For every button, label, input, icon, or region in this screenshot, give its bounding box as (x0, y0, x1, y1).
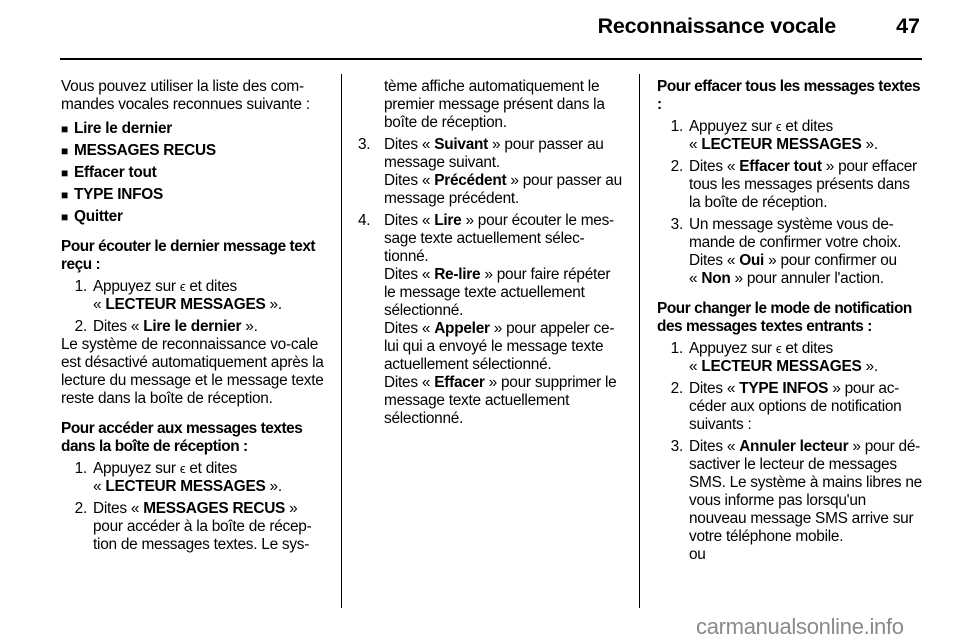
column-3 (657, 78, 923, 564)
watermark: carmanualsonline.info (696, 614, 904, 639)
bullet-square-icon: ■ (61, 144, 68, 158)
step-item: 3. Un message système vous de-mande de confirmer votre choix. Dites « Oui » pour confirmer ou « Non » pour annuler l'action. (670, 216, 902, 287)
note-paragraph: Le système de reconnaissance vo-cale est désactivé automatiquement après la lecture du message et le message texte reste dans la boîte de réception. (61, 336, 324, 407)
step-item: 1. Appuyez sur ϵ et dites « LECTEUR MESSAGES ». (670, 340, 878, 375)
list-item: ■ Effacer tout (61, 164, 157, 181)
section-heading: Pour écouter le dernier message text reçu : (61, 238, 316, 273)
step-item: 1. Appuyez sur ϵ et dites « LECTEUR MESSAGES ». (74, 460, 282, 495)
voice-icon: ϵ (179, 461, 186, 476)
page-number: 47 (896, 14, 920, 38)
voice-icon: ϵ (179, 279, 186, 294)
bullet-square-icon: ■ (61, 166, 68, 180)
step-item: 4. Dites « Lire » pour écouter le mes-sage texte actuellement sélec-tionné. Dites « Re-lire » pour faire répéter le message texte actuellement sélectionné. Dites « Appeler » pour appeler ce-lui qui a envoyé le message texte actuellement sélectionné. Dites « Effacer » pour supprimer le message texte actuellement sélectionné. (358, 212, 617, 427)
voice-icon: ϵ (775, 341, 782, 356)
step-item: 2. Dites « Effacer tout » pour effacer tous les messages présents dans la boîte de réception. (670, 158, 917, 211)
section-heading: Pour effacer tous les messages textes : (657, 78, 921, 113)
section-notification-mode (657, 300, 923, 564)
list-item: ■ TYPE INFOS (61, 186, 164, 203)
section-access-inbox (61, 420, 327, 554)
continued-paragraph: tème affiche automatiquement le premier message présent dans la boîte de réception. (384, 78, 605, 131)
list-item: ■ MESSAGES RECUS (61, 142, 216, 159)
list-item: ■ Quitter (61, 208, 123, 225)
step-item: 3. Dites « Annuler lecteur » pour dé-sactiver le lecteur de messages SMS. Le système à mains libres ne vous informe pas lorsqu'un nouveau message SMS arrive sur votre téléphone mobile. ou (670, 438, 922, 563)
bullet-square-icon: ■ (61, 210, 68, 224)
step-item: 1. Appuyez sur ϵ et dites « LECTEUR MESSAGES ». (74, 278, 282, 313)
list-item: ■ Lire le dernier (61, 120, 173, 137)
column-1 (61, 78, 327, 554)
step-item: 2. Dites « TYPE INFOS » pour ac-céder aux options de notification suivants : (670, 380, 902, 433)
section-heading: Pour changer le mode de notification des messages textes entrants : (657, 300, 912, 335)
step-item: 2. Dites « MESSAGES RECUS » pour accéder à la boîte de récep-tion de messages textes. Le sys- (74, 500, 312, 553)
intro-paragraph: Vous pouvez utiliser la liste des com-mandes vocales reconnues suivante : (61, 78, 310, 113)
column-2 (360, 78, 624, 428)
page-title: Reconnaissance vocale (597, 14, 836, 38)
step-item: 1. Appuyez sur ϵ et dites « LECTEUR MESSAGES ». (670, 118, 878, 153)
bullet-square-icon: ■ (61, 188, 68, 202)
column-divider (639, 74, 640, 608)
header-rule (60, 58, 922, 60)
section-read-last (61, 238, 327, 408)
step-item: 3. Dites « Suivant » pour passer au message suivant. Dites « Précédent » pour passer au message précédent. (358, 136, 622, 207)
column-divider (341, 74, 342, 608)
bullet-square-icon: ■ (61, 122, 68, 136)
voice-icon: ϵ (775, 119, 782, 134)
step-item: 2. Dites « Lire le dernier ». (74, 318, 258, 335)
section-heading: Pour accéder aux messages textes dans la boîte de réception : (61, 420, 303, 455)
section-delete-all (657, 78, 923, 288)
